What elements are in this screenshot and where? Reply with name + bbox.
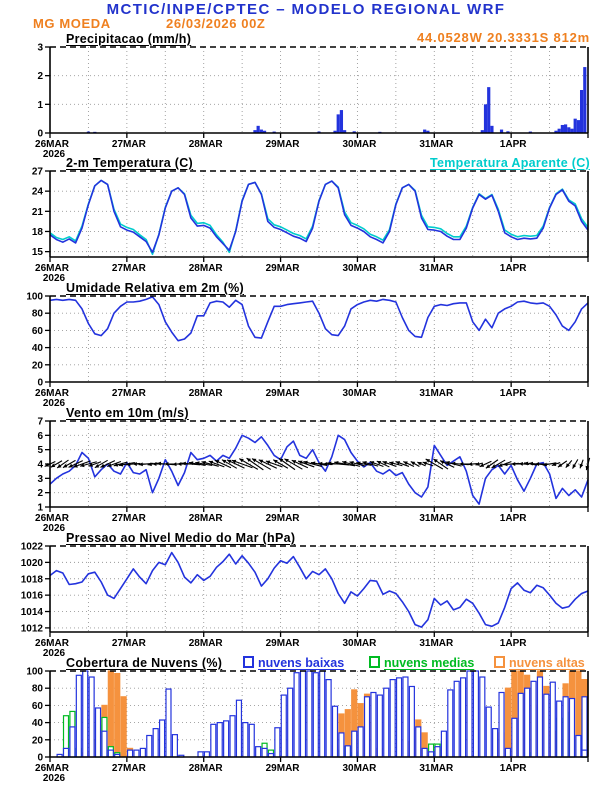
panel-umidade-relativa: [26, 292, 588, 410]
svg-text:0: 0: [37, 128, 43, 140]
svg-text:2026: 2026: [42, 398, 66, 409]
legend-temperatura-aparente: Temperatura Aparente (C): [429, 156, 590, 170]
svg-text:26MAR: 26MAR: [35, 763, 69, 774]
svg-text:3: 3: [37, 473, 43, 485]
svg-text:0: 0: [37, 752, 43, 764]
nuvens-medias-swatch-icon: [369, 656, 380, 668]
svg-text:20: 20: [31, 735, 43, 747]
svg-text:2026: 2026: [42, 149, 66, 160]
svg-text:30MAR: 30MAR: [342, 139, 377, 150]
svg-text:2026: 2026: [42, 773, 66, 784]
svg-text:5: 5: [37, 445, 43, 457]
svg-text:0: 0: [37, 377, 43, 389]
svg-text:1022: 1022: [20, 541, 43, 553]
svg-text:26MAR: 26MAR: [35, 513, 69, 524]
svg-text:7: 7: [37, 416, 43, 428]
svg-text:29MAR: 29MAR: [265, 513, 300, 524]
svg-text:28MAR: 28MAR: [188, 763, 223, 774]
svg-text:100: 100: [26, 666, 43, 678]
legend-nuvens-baixas: nuvens baixas: [243, 656, 344, 670]
svg-text:40: 40: [31, 343, 43, 355]
svg-text:30MAR: 30MAR: [342, 513, 377, 524]
panel-vento-10m: [35, 417, 590, 535]
panel-precipitacao: [35, 43, 588, 161]
legend-nuvens-medias: nuvens medias: [369, 656, 474, 670]
station-label: MG MOEDA: [33, 16, 111, 31]
svg-text:28MAR: 28MAR: [188, 388, 223, 399]
svg-text:1016: 1016: [20, 590, 43, 602]
svg-text:1020: 1020: [20, 557, 43, 569]
panel-title-precipitacao: Precipitacao (mm/h): [66, 32, 192, 46]
panel-title-umidade: Umidade Relativa em 2m (%): [66, 281, 244, 295]
svg-text:15: 15: [31, 247, 43, 259]
svg-text:60: 60: [31, 325, 43, 337]
svg-text:27MAR: 27MAR: [111, 263, 146, 274]
panel-title-pressao: Pressao ao Nivel Medio do Mar (hPa): [66, 531, 296, 545]
svg-text:28MAR: 28MAR: [188, 263, 223, 274]
svg-text:2026: 2026: [42, 648, 66, 659]
svg-text:30MAR: 30MAR: [342, 388, 377, 399]
svg-text:28MAR: 28MAR: [188, 638, 223, 649]
svg-text:1APR: 1APR: [499, 763, 527, 774]
svg-text:29MAR: 29MAR: [265, 388, 300, 399]
svg-text:100: 100: [26, 291, 43, 303]
svg-text:6: 6: [37, 430, 43, 442]
svg-text:31MAR: 31MAR: [419, 388, 454, 399]
svg-text:31MAR: 31MAR: [419, 139, 454, 150]
panel-title-temperatura: 2-m Temperatura (C): [66, 156, 194, 170]
svg-text:2026: 2026: [42, 273, 66, 284]
svg-text:2: 2: [37, 71, 43, 83]
svg-text:3: 3: [37, 42, 43, 54]
svg-text:27: 27: [31, 166, 43, 178]
location-label: 44.0528W 20.3331S 812m: [417, 30, 590, 45]
svg-text:21: 21: [31, 206, 43, 218]
svg-text:40: 40: [31, 718, 43, 730]
svg-text:1014: 1014: [20, 607, 43, 619]
svg-text:31MAR: 31MAR: [419, 638, 454, 649]
svg-text:29MAR: 29MAR: [265, 263, 300, 274]
svg-text:31MAR: 31MAR: [419, 513, 454, 524]
svg-text:29MAR: 29MAR: [265, 139, 300, 150]
svg-text:31MAR: 31MAR: [419, 763, 454, 774]
svg-text:1012: 1012: [20, 623, 43, 635]
svg-text:4: 4: [37, 459, 43, 471]
svg-text:80: 80: [31, 683, 43, 695]
svg-text:2: 2: [37, 488, 43, 500]
svg-text:1: 1: [37, 99, 43, 111]
panel-title-nuvens: Cobertura de Nuvens (%): [66, 656, 223, 670]
svg-text:1: 1: [37, 502, 43, 514]
nuvens-altas-swatch-icon: [494, 656, 505, 668]
svg-text:1APR: 1APR: [499, 513, 527, 524]
svg-text:29MAR: 29MAR: [265, 763, 300, 774]
svg-text:1APR: 1APR: [499, 263, 527, 274]
svg-text:1APR: 1APR: [499, 388, 527, 399]
svg-text:1APR: 1APR: [499, 638, 527, 649]
svg-text:26MAR: 26MAR: [35, 139, 69, 150]
svg-text:27MAR: 27MAR: [111, 513, 146, 524]
svg-text:1018: 1018: [20, 574, 43, 586]
svg-text:27MAR: 27MAR: [111, 638, 146, 649]
svg-text:1APR: 1APR: [499, 139, 527, 150]
svg-text:30MAR: 30MAR: [342, 638, 377, 649]
panel-temperatura-2m: [32, 167, 588, 285]
nuvens-baixas-swatch-icon: [243, 656, 254, 668]
svg-text:30MAR: 30MAR: [342, 763, 377, 774]
svg-text:30MAR: 30MAR: [342, 263, 377, 274]
svg-text:2026: 2026: [42, 523, 66, 534]
svg-text:28MAR: 28MAR: [188, 139, 223, 150]
panel-pressao-nivel-mar: [21, 542, 588, 660]
svg-text:26MAR: 26MAR: [35, 263, 69, 274]
svg-text:26MAR: 26MAR: [35, 388, 69, 399]
run-time-label: 26/03/2026 00Z: [166, 16, 266, 31]
svg-text:80: 80: [31, 308, 43, 320]
svg-text:18: 18: [31, 226, 43, 238]
svg-text:28MAR: 28MAR: [188, 513, 223, 524]
svg-text:27MAR: 27MAR: [111, 139, 146, 150]
svg-text:27MAR: 27MAR: [111, 388, 146, 399]
page-title: MCTIC/INPE/CPTEC – MODELO REGIONAL WRF: [106, 1, 506, 18]
svg-text:26MAR: 26MAR: [35, 638, 69, 649]
panel-title-vento: Vento em 10m (m/s): [66, 406, 189, 420]
legend-nuvens-altas: nuvens altas: [494, 656, 585, 670]
svg-text:29MAR: 29MAR: [265, 638, 300, 649]
svg-text:31MAR: 31MAR: [419, 263, 454, 274]
svg-text:60: 60: [31, 700, 43, 712]
svg-text:27MAR: 27MAR: [111, 763, 146, 774]
svg-text:24: 24: [31, 186, 43, 198]
svg-text:20: 20: [31, 360, 43, 372]
panel-cobertura-nuvens: [26, 667, 588, 785]
